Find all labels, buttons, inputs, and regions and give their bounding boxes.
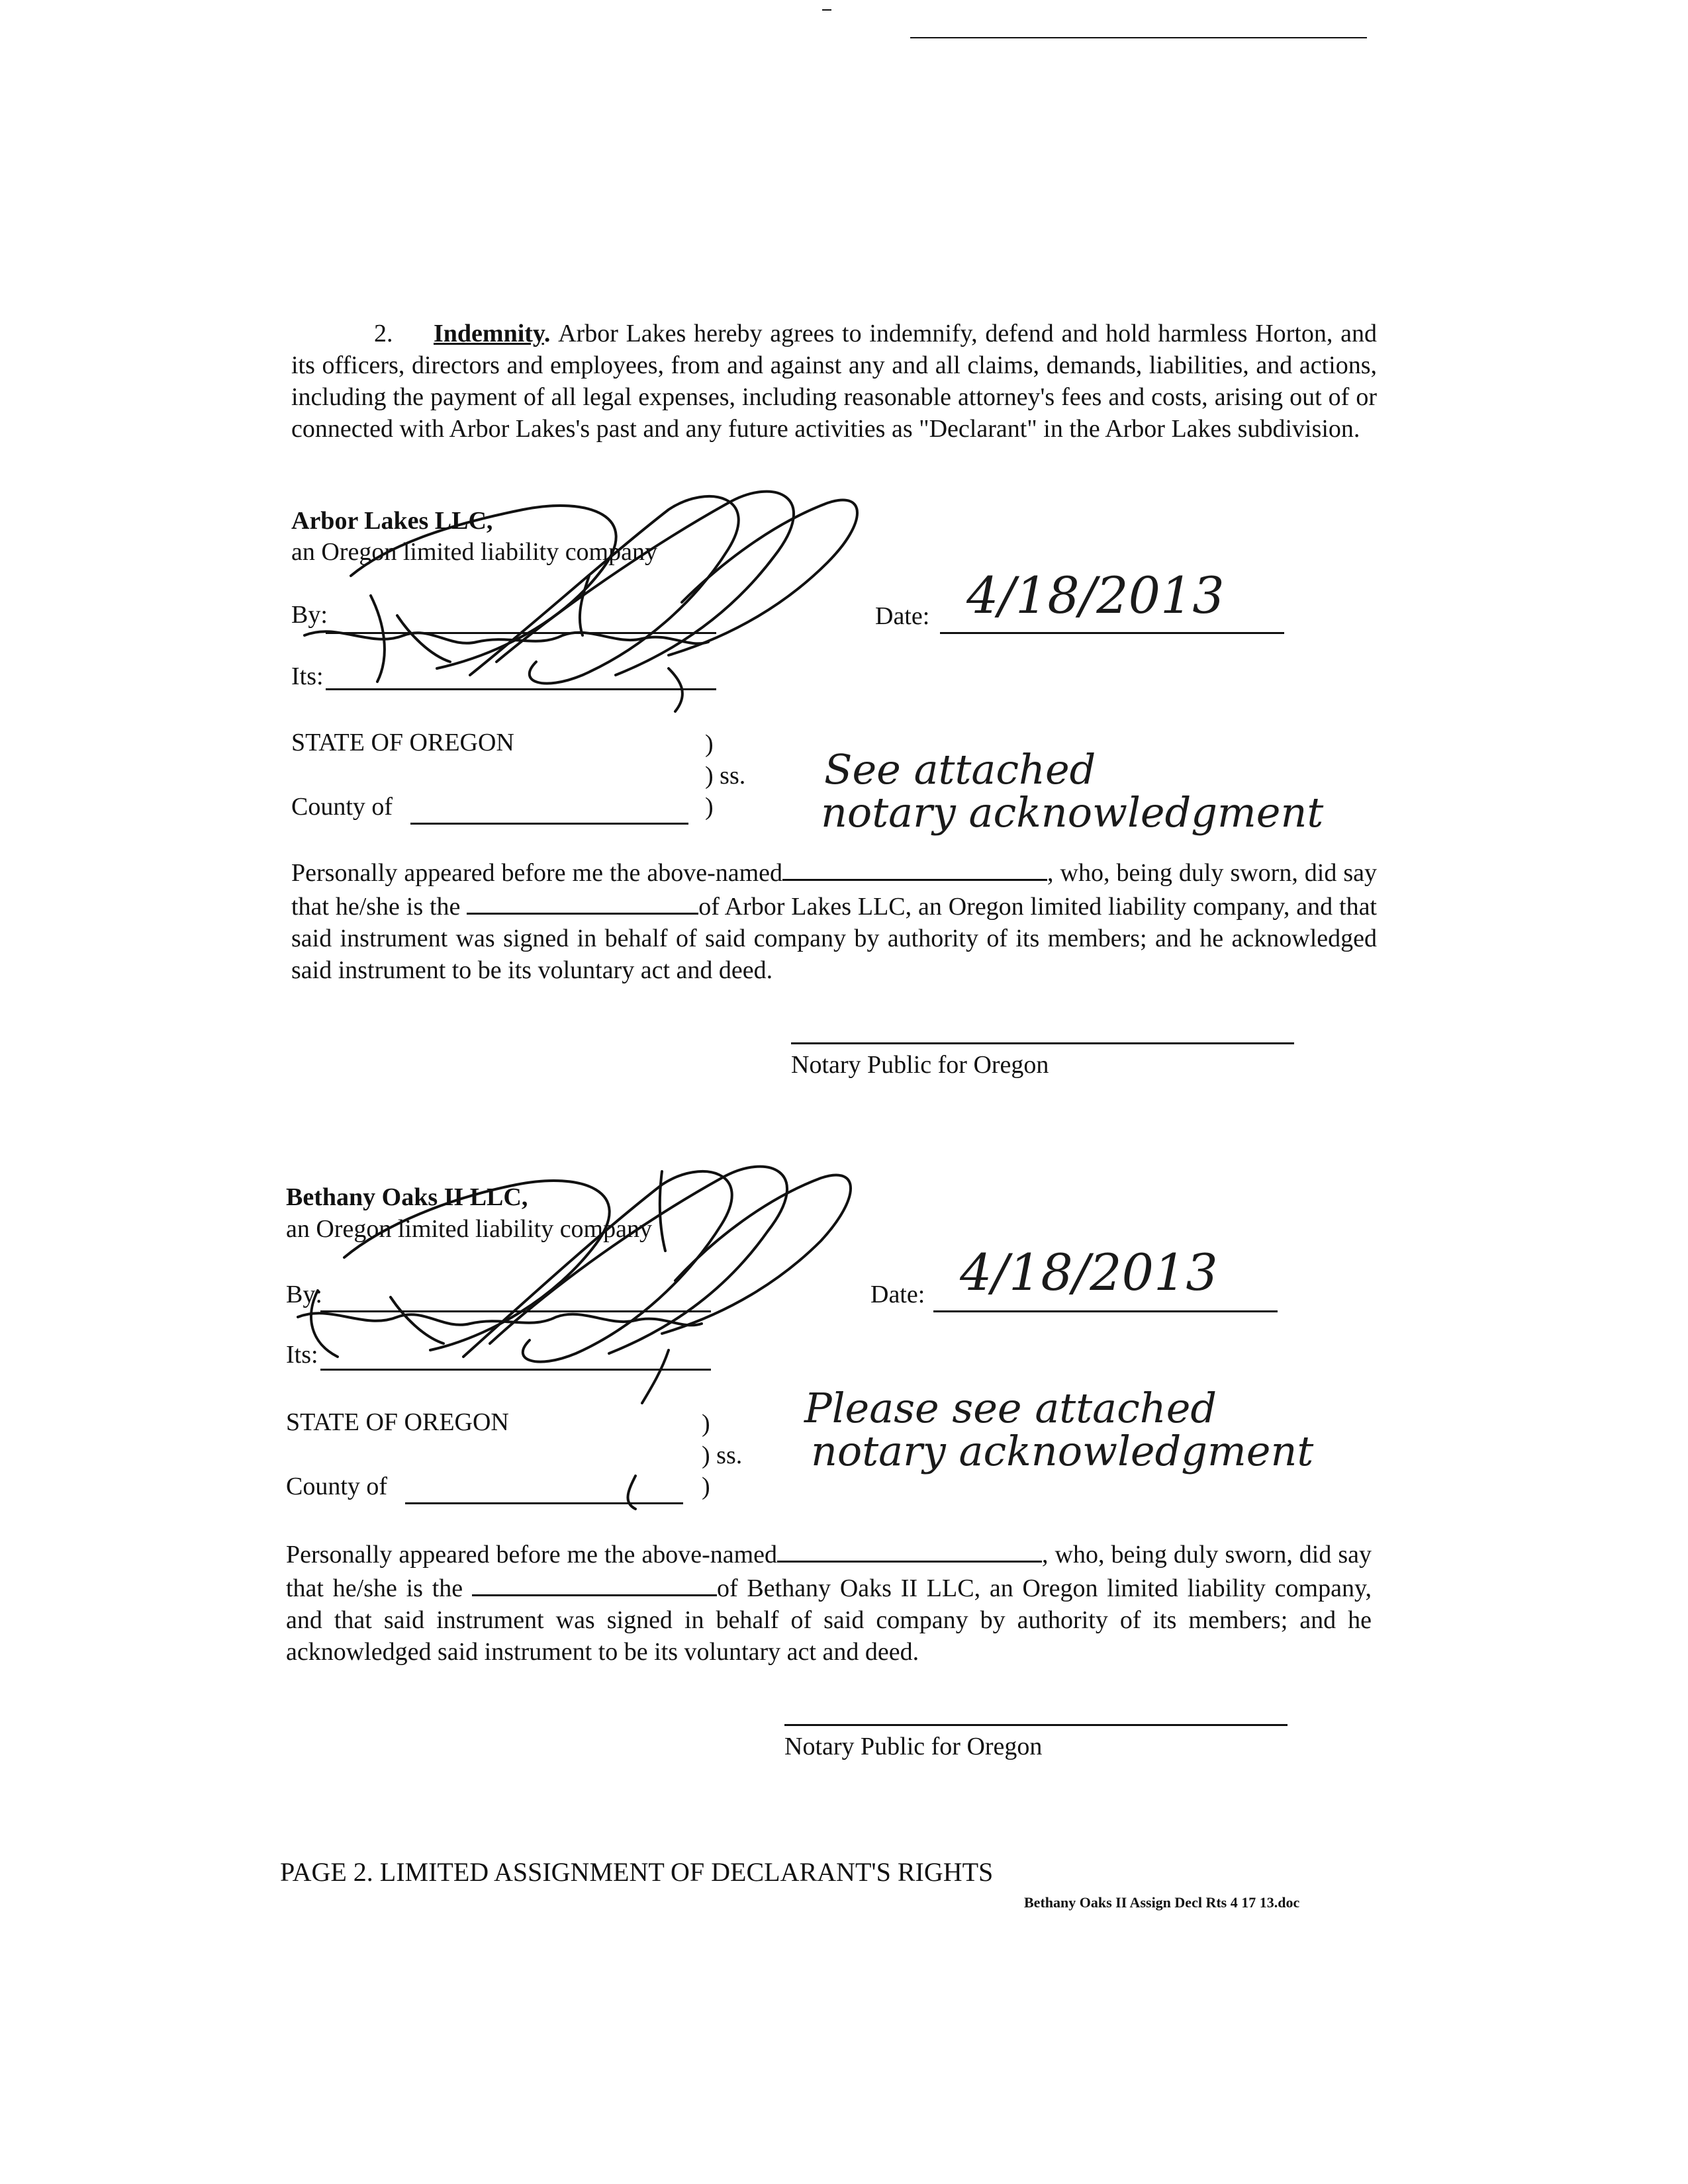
block1-county-label: County of	[291, 793, 393, 821]
block2-county-line	[405, 1502, 683, 1504]
top-rule	[910, 37, 1367, 38]
block2-acknowledgment: Personally appeared before me the above-named , who, being duly sworn, did say that he/she is the of Bethany Oaks II LLC, an Oregon limited liability company, and that said instrument was signed in behalf of said company by authority of its members; and he acknowledged said instrument to be its voluntary act and deed.	[286, 1537, 1372, 1668]
block1-entity-name: Arbor Lakes LLC,	[291, 507, 493, 535]
section-text: Arbor Lakes hereby agrees to indemnify, defend and hold harmless Horton, and its officers, directors and employees, from and against any and all claims, demands, liabilities, and actions, including the payment of all legal expenses, including reasonable attorney's fees and costs, arising out of or connected with Arbor Lakes's past and any future activities as "Declarant" in the Arbor Lakes subdivision.	[291, 320, 1378, 443]
block1-name-blank	[782, 855, 1047, 881]
block2-date-line	[933, 1310, 1278, 1312]
block1-notary-line	[791, 1042, 1294, 1044]
block1-paren-3: )	[705, 793, 714, 821]
footer-filename: Bethany Oaks II Assign Decl Rts 4 17 13.doc	[1024, 1894, 1300, 1911]
block2-date-value: 4/18/2013	[960, 1243, 1218, 1302]
block2-ss: ) ss.	[702, 1441, 743, 1469]
block2-name-blank	[777, 1537, 1042, 1563]
block1-handwritten-note-1: See attached	[824, 745, 1096, 794]
block1-date-value: 4/18/2013	[966, 566, 1225, 625]
section-title: Indemnity	[434, 320, 544, 347]
block2-paren-1: )	[702, 1410, 710, 1437]
block2-signature	[291, 1158, 927, 1410]
block2-paren-3: )	[702, 1473, 710, 1500]
block2-entity-name: Bethany Oaks II LLC,	[286, 1183, 528, 1211]
block1-ss: ) ss.	[705, 762, 746, 790]
block2-by-label: By:	[286, 1281, 322, 1308]
block2-title-blank	[472, 1570, 717, 1596]
block1-title-blank	[467, 889, 698, 915]
block1-paren-1: )	[705, 730, 714, 758]
block2-handwritten-note-2: notary acknowledgment	[811, 1427, 1314, 1475]
block2-handwritten-note-1: Please see attached	[804, 1384, 1217, 1432]
block2-county-label: County of	[286, 1473, 388, 1500]
block1-notary-label: Notary Public for Oregon	[791, 1051, 1049, 1079]
section-number: 2.	[374, 320, 393, 347]
top-dash	[822, 9, 831, 11]
block1-acknowledgment: Personally appeared before me the above-named , who, being duly sworn, did say that he/she is the of Arbor Lakes LLC, an Oregon limited liability company, and that said instrument was signed in behalf of said company by authority of its members; and he acknowledged said instrument to be its voluntary act and deed.	[291, 855, 1377, 986]
indemnity-section: 2. Indemnity. Arbor Lakes hereby agrees to indemnify, defend and hold harmless Horton, and its officers, directors and employees, from and against any and all claims, demands, liabilities, and actions, including the payment of all legal expenses, including reasonable attorney's fees and costs, arising out of or connected with Arbor Lakes's past and any future activities as "Declarant" in the Arbor Lakes subdivision.	[291, 318, 1377, 445]
block1-state: STATE OF OREGON	[291, 729, 514, 756]
block2-date-label: Date:	[870, 1281, 925, 1308]
block1-date-label: Date:	[875, 602, 930, 630]
block2-notary-line	[784, 1724, 1288, 1726]
block2-entity-desc: an Oregon limited liability company	[286, 1215, 652, 1243]
block1-county-line	[410, 823, 688, 825]
block2-notary-label: Notary Public for Oregon	[784, 1733, 1043, 1760]
block1-by-label: By:	[291, 601, 328, 629]
block1-signature	[298, 483, 933, 721]
block2-its-label: Its:	[286, 1341, 318, 1369]
block1-handwritten-note-2: notary acknowledgment	[821, 788, 1324, 837]
block1-entity-desc: an Oregon limited liability company	[291, 538, 657, 566]
footer-page-title: PAGE 2. LIMITED ASSIGNMENT OF DECLARANT'S RIGHTS	[280, 1857, 994, 1887]
block2-state: STATE OF OREGON	[286, 1408, 509, 1436]
block1-its-label: Its:	[291, 662, 324, 690]
block1-date-line	[940, 632, 1284, 634]
